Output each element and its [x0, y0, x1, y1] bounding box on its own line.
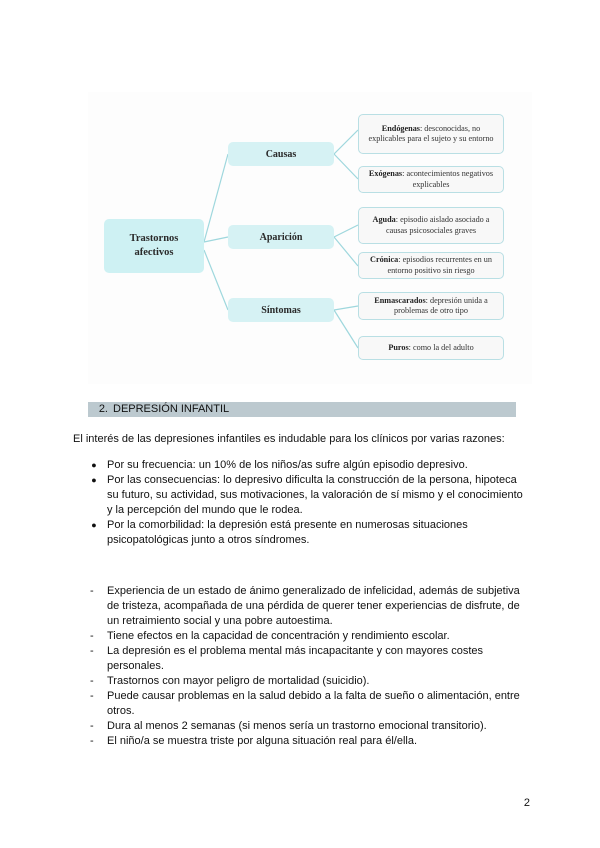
- leaf-term: Crónica: [370, 255, 399, 264]
- connector-causas-endogenas: [334, 130, 358, 154]
- diagram-leaf-cronica: [358, 252, 504, 279]
- intro-paragraph: El interés de las depresiones infantiles es indudable para los clínicos por varias razones:: [73, 433, 505, 445]
- diagram-branch-sintomas: [228, 298, 334, 322]
- section-number: 2.: [98, 403, 108, 415]
- diagram-leaf-endogenas: [358, 114, 504, 154]
- branch-label: Síntomas: [261, 304, 301, 316]
- diagram-branch-aparicion: [228, 225, 334, 249]
- connector-root-sintomas: [204, 250, 228, 310]
- dash-text: Tiene efectos en la capacidad de concentración y rendimiento escolar.: [107, 630, 450, 642]
- connector-causas-exogenas: [334, 154, 358, 179]
- connector-aparicion-cronica: [334, 237, 358, 266]
- leaf-text: : episodio aislado asociado a causas psicosociales graves: [385, 215, 490, 235]
- page-number: 2: [523, 797, 530, 809]
- dash-marker: -: [90, 735, 94, 747]
- connector-sintomas-puros: [334, 310, 358, 348]
- branch-label: Aparición: [259, 231, 303, 243]
- leaf-term: Puros: [388, 342, 409, 352]
- diagram-leaf-exogenas: [358, 166, 504, 193]
- dash-text: Experiencia de un estado de ánimo generalizado de infelicidad, además de subjetiva de tristeza, acompañada de una pérdida de querer tener experiencias de disfrute, de un retraimiento social y una pobre autoestima.: [107, 585, 520, 627]
- list-item: [88, 674, 530, 689]
- diagram-root-node: [104, 219, 204, 273]
- section-heading: [88, 402, 516, 417]
- diagram-leaf-aguda: [358, 207, 504, 244]
- connector-root-causas: [204, 154, 228, 242]
- branch-label: Causas: [265, 148, 297, 160]
- bullet-marker: ●: [91, 460, 97, 470]
- list-item: [88, 644, 530, 674]
- diagram-root-label: Trastornos afectivos: [129, 233, 179, 258]
- list-item: [88, 734, 530, 749]
- diagram-leaf-enmascarados: [358, 292, 504, 320]
- leaf-term: Enmascarados: [374, 295, 426, 305]
- leaf-term: Exógenas: [368, 169, 403, 178]
- diagram-leaf-puros: [358, 336, 504, 360]
- connector-aparicion-aguda: [334, 225, 358, 237]
- dash-text: Dura al menos 2 semanas (si menos sería un trastorno emocional transitorio).: [107, 720, 487, 732]
- leaf-text: : episodios recurrentes en un entorno positivo sin riesgo: [387, 255, 492, 275]
- affective-disorders-diagram: [88, 92, 532, 384]
- section-title: DEPRESIÓN INFANTIL: [113, 403, 230, 415]
- leaf-text: : como la del adulto: [408, 342, 474, 352]
- dash-marker: -: [90, 585, 94, 597]
- leaf-text: : acontecimientos negativos explicables: [402, 169, 494, 189]
- list-item: [88, 584, 530, 629]
- dash-marker: -: [90, 720, 94, 732]
- connector-root-aparicion: [204, 237, 228, 242]
- bullet-marker: ●: [91, 520, 97, 530]
- bullet-marker: ●: [91, 475, 97, 485]
- dash-text: El niño/a se muestra triste por alguna situación real para él/ella.: [107, 735, 418, 747]
- list-item: [88, 518, 528, 548]
- leaf-term: Endógenas: [381, 123, 420, 133]
- leaf-term: Aguda: [372, 215, 396, 224]
- dash-text: Trastornos con mayor peligro de mortalidad (suicidio).: [107, 675, 370, 687]
- bullet-text: Por la comorbilidad: la depresión está presente en numerosas situaciones psicopatológicas junto a otros síndromes.: [107, 519, 468, 546]
- reasons-bullet-list: [88, 458, 528, 548]
- list-item: [88, 473, 528, 518]
- dash-text: La depresión es el problema mental más incapacitante y con mayores costes personales.: [107, 645, 484, 672]
- connector-sintomas-enmascarados: [334, 306, 358, 310]
- list-item: [88, 458, 528, 473]
- dash-marker: -: [90, 690, 94, 702]
- dash-marker: -: [90, 645, 94, 657]
- diagram-branch-causas: [228, 142, 334, 166]
- leaf-text: : depresión unida a problemas de otro tipo: [394, 295, 488, 315]
- bullet-text: Por las consecuencias: lo depresivo dificulta la construcción de la persona, hipoteca su futuro, su actividad, sus motivaciones, la valoración de sí mismo y el conocimiento y la percepción del mundo que le rodea.: [107, 474, 523, 516]
- list-item: [88, 719, 530, 734]
- list-item: [88, 689, 530, 719]
- list-item: [88, 629, 530, 644]
- dash-text: Puede causar problemas en la salud debido a la falta de sueño o alimentación, entre otros.: [107, 690, 520, 717]
- dash-marker: -: [90, 630, 94, 642]
- characteristics-dash-list: [88, 584, 530, 749]
- dash-marker: -: [90, 675, 94, 687]
- bullet-text: Por su frecuencia: un 10% de los niños/as sufre algún episodio depresivo.: [107, 459, 468, 471]
- leaf-text: : desconocidas, no explicables para el sujeto y su entorno: [368, 123, 494, 143]
